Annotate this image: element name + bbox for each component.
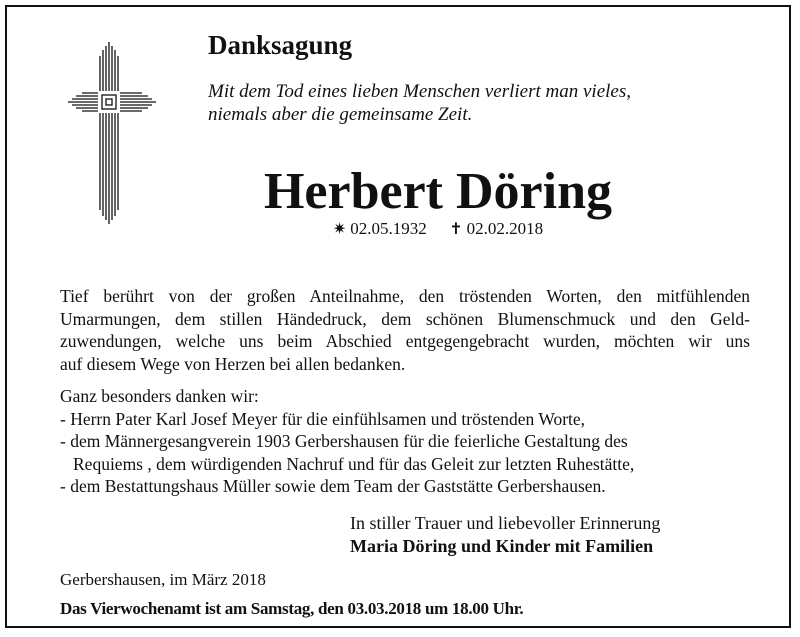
thanks-paragraph [60,285,750,375]
death-date: 02.02.2018 [466,219,544,238]
sign-line: In stiller Trauer und liebevoller Erinnerung [350,513,661,533]
list-item: Requiems , dem würdigenden Nachruf und für das Geleit zur letzten Ruhestätte, [73,453,635,474]
birth-star-icon: ✷ [332,221,347,238]
deceased-name-text: Herbert Döring [263,163,612,220]
motto-line: Mit dem Tod eines lieben Menschen verliert man vieles, [208,81,631,102]
paragraph-line: auf diesem Wege von Herzen bei allen bedanken. [60,353,406,374]
special-thanks [60,385,634,498]
deceased-name [0,162,800,221]
place-date: Gerbershausen, im März 2018 [60,570,266,589]
signature-block [350,512,660,557]
paragraph-line: Tief berührt von der großen Anteilnahme, den tröstenden Worten, den mitfühlenden [60,286,750,306]
notice-title: Danksagung [208,30,353,60]
death-cross-icon: ✝ [449,221,463,238]
paragraph-line: zuwendungen, welche uns beim Abschied entgegengebracht wurden, möchten wir uns [60,331,750,351]
service-announcement: Das Vierwochenamt ist am Samstag, den 03.03.2018 um 18.00 Uhr. [60,599,524,618]
list-item: - dem Bestattungshaus Müller sowie dem Team der Gaststätte Gerbershausen. [60,476,606,496]
list-item: - Herrn Pater Karl Josef Meyer für die einfühlsamen und tröstenden Worte, [60,408,586,429]
birth-date: 02.05.1932 [350,219,427,238]
motto-line: niemals aber die gemeinsame Zeit. [208,104,473,125]
life-dates [0,219,800,239]
list-item: - dem Männergesangverein 1903 Gerbershausen für die feierliche Gestaltung des [60,431,628,451]
special-thanks-intro: Ganz besonders danken wir: [60,386,259,406]
motto [208,80,631,126]
family-names: Maria Döring und Kinder mit Familien [350,535,654,556]
paragraph-line: Umarmungen, dem stillen Händedruck, dem schönen Blumenschmuck und den Geld- [60,308,750,329]
